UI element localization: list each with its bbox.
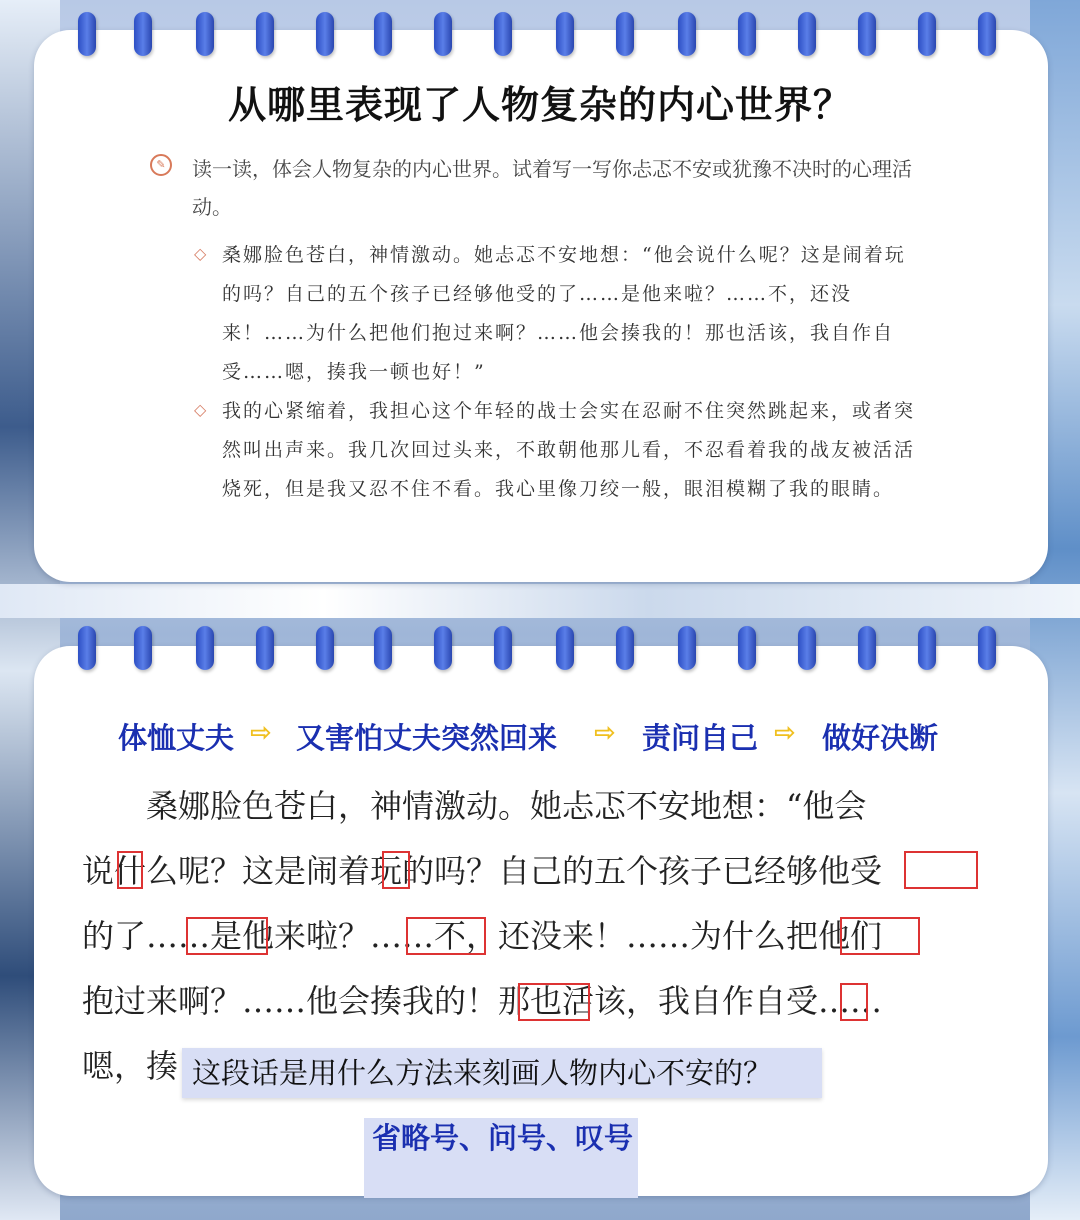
binder-ring: [494, 12, 512, 56]
punctuation-highlight-box: [382, 851, 410, 889]
punctuation-highlight-box: [904, 851, 978, 889]
diamond-bullet-icon: ◇: [194, 244, 207, 263]
binder-ring: [134, 12, 152, 56]
binder-ring: [678, 12, 696, 56]
punctuation-highlight-box: [117, 851, 143, 889]
binder-ring: [738, 12, 756, 56]
page-title: 从哪里表现了人物复杂的内心世界？: [227, 82, 852, 127]
binder-ring: [374, 12, 392, 56]
flow-step-1: 体恤丈夫: [118, 721, 235, 755]
binder-ring: [738, 626, 756, 670]
binder-ring: [858, 12, 876, 56]
binder-ring: [616, 626, 634, 670]
binder-ring: [978, 626, 996, 670]
binder-ring: [316, 12, 334, 56]
arrow-right-icon: ⇨: [774, 718, 796, 748]
question-label: 这段话是用什么方法来刻画人物内心不安的？: [182, 1048, 822, 1098]
flow-step-3: 责问自己: [642, 721, 759, 755]
binder-ring: [556, 12, 574, 56]
answer-label: 省略号、问号、叹号: [364, 1118, 638, 1198]
binder-ring: [196, 626, 214, 670]
punctuation-highlight-box: [840, 983, 868, 1021]
binder-ring: [134, 626, 152, 670]
binder-ring: [918, 626, 936, 670]
binder-rings-bottom: [0, 626, 1080, 676]
punctuation-highlight-box: [406, 917, 486, 955]
diamond-bullet-icon: ◇: [194, 400, 207, 419]
binder-ring: [256, 12, 274, 56]
passage-sangna: 桑娜脸色苍白，神情激动。她忐忑不安地想：“他会说什么呢？这是闹着玩的吗？自己的五个孩子已经够他受的了……是他来啦？……不，还没来！……为什么把他们抱过来啊？……他会揍我的！那也活该，我自作自受……嗯，揍我一顿也好！”: [222, 244, 906, 383]
arrow-right-icon: ⇨: [250, 718, 272, 748]
binder-ring: [256, 626, 274, 670]
binder-ring: [678, 626, 696, 670]
flow-step-4: 做好决断: [822, 721, 939, 755]
passage-line: 抱过来啊？……他会揍我的！那也活该，我自作自受……: [82, 982, 883, 1020]
binder-ring: [434, 626, 452, 670]
passage-soldier: 我的心紧缩着，我担心这个年轻的战士会实在忍耐不住突然跳起来，或者突然叫出声来。我几次回过头来，不敢朝他那儿看，不忍看着我的战友被活活烧死，但是我又忍不住不看。我心里像刀绞一般，眼泪模糊了我的眼睛。: [222, 400, 916, 500]
binder-ring: [316, 626, 334, 670]
binder-ring: [78, 12, 96, 56]
passage-line: 嗯，揍: [82, 1047, 179, 1085]
binder-ring: [196, 12, 214, 56]
background-snow-band: [0, 584, 1080, 618]
pen-circle-icon: ✎: [150, 154, 172, 176]
punctuation-highlight-box: [840, 917, 920, 955]
passage-line: 的了……是他来啦？……不，还没来！……为什么把他们: [82, 917, 883, 955]
instruction-text: 读一读，体会人物复杂的内心世界。试着写一写你忐忑不安或犹豫不决时的心理活动。: [192, 157, 912, 219]
binder-rings-top: [0, 12, 1080, 62]
binder-ring: [556, 626, 574, 670]
binder-ring: [978, 12, 996, 56]
arrow-right-icon: ⇨: [594, 718, 616, 748]
binder-ring: [616, 12, 634, 56]
passage-line: 说什么呢？这是闹着玩的吗？自己的五个孩子已经够他受: [82, 852, 883, 890]
emotion-flow: [0, 716, 1080, 760]
binder-ring: [798, 12, 816, 56]
binder-ring: [858, 626, 876, 670]
binder-ring: [78, 626, 96, 670]
punctuation-highlight-box: [186, 917, 268, 955]
flow-step-2: 又害怕丈夫突然回来: [296, 721, 558, 755]
binder-ring: [918, 12, 936, 56]
punctuation-highlight-box: [518, 983, 590, 1021]
binder-ring: [798, 626, 816, 670]
binder-ring: [374, 626, 392, 670]
binder-ring: [434, 12, 452, 56]
passage-line: 桑娜脸色苍白，神情激动。她忐忑不安地想：“他会: [82, 787, 867, 825]
binder-ring: [494, 626, 512, 670]
